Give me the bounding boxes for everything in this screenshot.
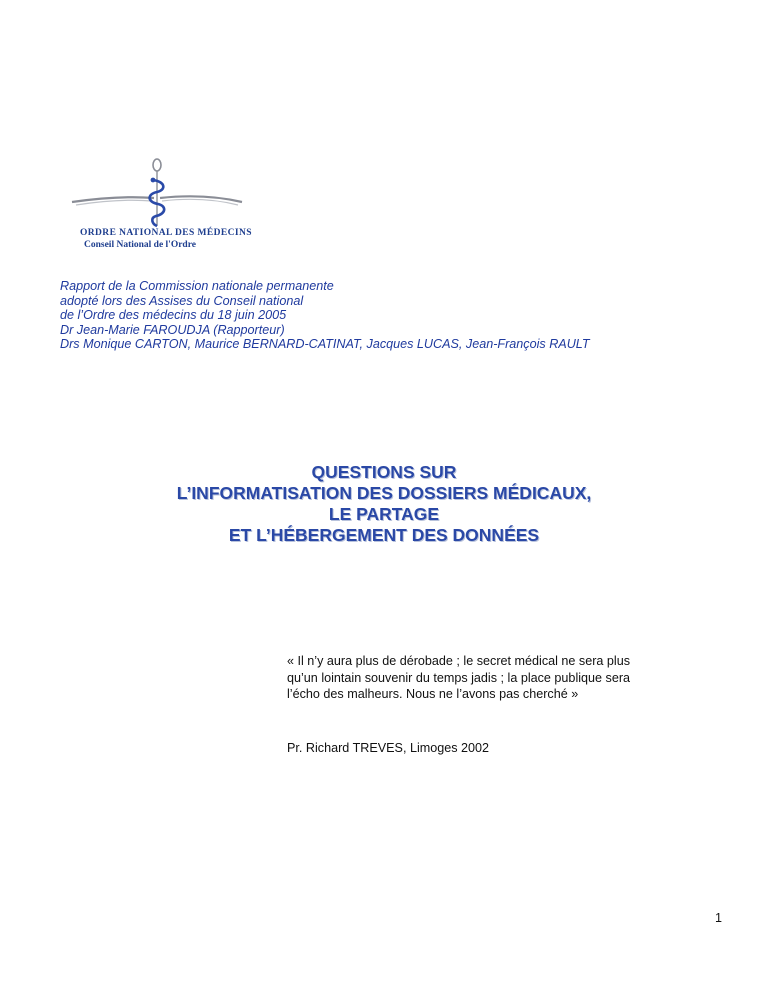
report-line: Dr Jean-Marie FAROUDJA (Rapporteur): [60, 322, 285, 337]
title-line: LE PARTAGE: [328, 504, 440, 524]
quote-line: l’écho des malheurs. Nous ne l’avons pas cherché »: [287, 687, 579, 701]
epigraph-quote: [287, 653, 727, 703]
title-line: ET L’HÉBERGEMENT DES DONNÉES: [228, 525, 540, 545]
page-number: 1: [714, 911, 722, 925]
logo-title: ORDRE NATIONAL DES MÉDECINS: [80, 228, 252, 238]
quote-line: « Il n’y aura plus de dérobade ; le secret médical ne sera plus: [287, 654, 631, 668]
document-title: [0, 462, 768, 546]
quote-author: Pr. Richard TREVES, Limoges 2002: [287, 741, 490, 755]
caduceus-icon: [70, 158, 245, 228]
report-info: [60, 279, 590, 352]
quote-line: qu’un lointain souvenir du temps jadis ; la place publique sera: [287, 670, 631, 685]
report-line: adopté lors des Assises du Conseil national: [60, 293, 304, 308]
report-line: de l’Ordre des médecins du 18 juin 2005: [60, 308, 287, 322]
title-line: QUESTIONS SUR: [311, 462, 457, 482]
ordre-medecins-logo: [70, 158, 252, 253]
report-line: Rapport de la Commission nationale permanente: [60, 279, 334, 293]
logo-subtitle: Conseil National de l'Ordre: [84, 240, 196, 250]
title-line: L’INFORMATISATION DES DOSSIERS MÉDICAUX,: [176, 483, 592, 503]
report-line: Drs Monique CARTON, Maurice BERNARD-CATINAT, Jacques LUCAS, Jean-François RAULT: [60, 337, 590, 351]
